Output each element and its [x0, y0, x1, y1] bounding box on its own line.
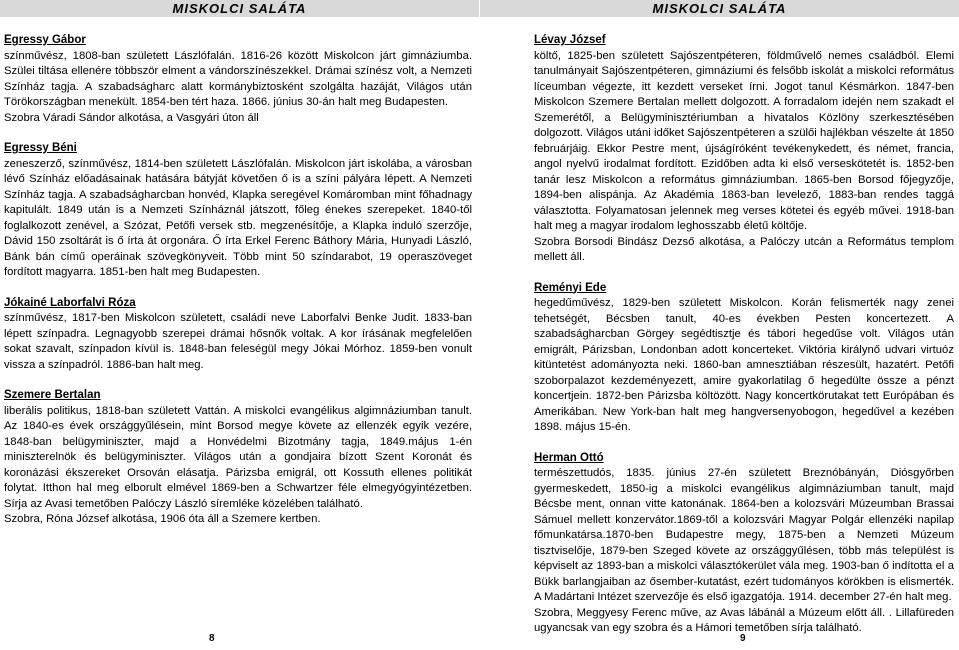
entry-title: Egressy Béni	[4, 142, 77, 154]
entry-text: költő, 1825-ben született Sajószentpéteren, földművelő nemes családból. Elemi tanulmányait Sajószentpéteren, gimnáziumi és felsőbb iskolát a miskolci református líceumban végezte, itt kezdett verseket írni. Jogot tanul Késmárkon. 1847-ben Miskolcon Szemere Bertalan mellett dolgozott. A forradalom idején nem szakadt el Szemerétől, a Belügyminisztériumban a hivatalos Közlöny szerkesztésében dolgozott. Világos utáni időket Sajószentpéteren a szülői hajlékban vészelte át 1850 februárjáig. Ekkor Pestre ment, újságíróként tevékenykedett, és német, francia, angol nyelvű irodalmat fordított. Ezidőben adta ki első verseskötetét is. 1852-ben tanár lesz Miskolcon a református gimnáziumban. 1865-ben Borsod főjegyzője, 1894-ben alispánja. Az Akadémia 1863-ban levelező, 1883-ban rendes taggá választotta. Folyamatosan jelennek meg verses kötetei és egyéb művei. 1918-ban halt meg a magyar irodalom leghosszabb életű költője.	[534, 49, 954, 232]
right-column	[534, 33, 954, 637]
entry-text: zeneszerző, színművész, 1814-ben született Lászlófalán. Miskolcon járt iskolába, a városban lévő Színház előadásainak hatására bátyját követően ő is a színi pályára lépett. A Nemzeti Színház tagja. A szabadságharcban honvéd, Klapka seregével Komáromban mint főhadnagy kapitulált. 1849 után is a Nemzeti Színháznál játszott, főleg énekes szerepeket. 1840-től foglalkozott zenével, a Szózat, Petőfi versek stb. megzenésítője, a Klapka induló szerzője, Dávid 150 zsoltárát is ő írta át orgonára. Ő írta Erkel Ferenc Báthory Mária, Hunyadi László, Bánk bán című operáinak szövegkönyveit. Több mint 50 színdarabot, 19 operaszöveget fordított magyarra. 1851-ben halt meg Budapesten.	[4, 157, 472, 278]
entry-egressy-gabor	[4, 33, 472, 126]
entry-levay-jozsef	[534, 33, 954, 266]
entry-text: Szobra, Meggyesy Ferenc műve, az Avas lábánál a Múzeum előtt áll. . Lillafüreden ugyancsak van egy szobra és a Hámori temetőben sírja található.	[534, 606, 954, 634]
entry-title: Jókainé Laborfalvi Róza	[4, 296, 136, 309]
entry-text: színművész, 1808-ban született Lászlófalán. 1816-26 között Miskolcon járt gimnáziumba. Szülei tiltása ellenére többször elment a vándorszínészekkel. Drámai színész volt, a Nemzeti Színház tagja. A szabadságharc alatt kormánybiztosként szolgálta hazáját, Világos után Törökországban menekült. 1854-ben tért haza. 1866. június 30-án halt meg Budapesten.	[4, 49, 472, 108]
left-column	[4, 33, 472, 528]
page-number: 9	[740, 633, 746, 644]
entry-text: Szobra Borsodi Bindász Dezső alkotása, a Palóczy utcán a Református templom mellett áll.	[534, 235, 954, 263]
entry-text: Szobra Váradi Sándor alkotása, a Vasgyári úton áll	[4, 111, 259, 124]
entry-szemere-bertalan	[4, 388, 472, 528]
page-header: MISKOLCI SALÁTA	[0, 0, 479, 17]
entry-jokaine-laborfalvi-roza	[4, 296, 472, 374]
page-header: MISKOLCI SALÁTA	[480, 0, 959, 17]
entry-text: színművész, 1817-ben Miskolcon született, családi neve Laborfalvi Benke Judit. 1833-ban lépett színpadra. Legnagyobb szerepei drámai hősnők voltak. A kor írásának megfelelően sokat szavalt, színpadon kívül is. 1848-ban feleségül megy Jókai Mórhoz. 1859-ben vonult vissza a színpadról. 1886-ban halt meg.	[4, 312, 472, 371]
left-page	[0, 0, 479, 650]
entry-egressy-beni	[4, 141, 472, 281]
entry-title: Reményi Ede	[534, 281, 607, 294]
entry-title: Lévay József	[534, 34, 606, 46]
entry-title: Egressy Gábor	[4, 34, 86, 46]
entry-text: természettudós, 1835. június 27-én született Breznóbányán, Diósgyőrben gyermeskedett, 1850-ig a miskolci evangélikus algimnáziumban tanult, majd Bécsbe ment, onnan vitte katonának. 1864-ben a kolozsvári Múzeumban Brassai Sámuel mellett konzervátor.1869-től a kolozsvári Magyar Polgár ellenzéki napilap főmunkatársa.1870-ben Budapestre megy, 1875-ben a Nemzeti Múzeum tisztviselője, 1879-ben Szeged követe az országgyűlésen, több más települést is képviselt az 1893-ban a miskolci választókerület vála meg. 1903-ban ő indította el a Bükk barlangjaiban az ősember-kutatást, ezért tudományos körökben is elismerték. A Madártani Intézet szervezője és első igazgatója. 1914. december 27-én halt meg.	[534, 467, 954, 603]
page-number: 8	[209, 633, 215, 644]
entry-text: liberális politikus, 1818-ban született Vattán. A miskolci evangélikus algimnáziumban tanult. Az 1840-es évek országgyűlésein, mint Borsod megye követe az ellenzék egyik vezére, 1848-ban belügyminiszter, majd a Honvédelmi Bizotmány tagja, 1849.május 1-én miniszterelnök és belügyminiszter. Világos után a gondjaira bízott Szent Koronát és koronázási ékszereket Orsován elásatja. Párizsba emigrál, ott Kossuth ellenes politikát folytat. Itthon hal meg elborult elmével 1869-ben a Schwartzer féle elmegyógyintézetben. Sírja az Avasi temetőben Palóczy László síremléke közelében található.	[4, 404, 472, 510]
entry-herman-otto	[534, 451, 954, 637]
entry-text: Szobra, Róna József alkotása, 1906 óta áll a Szemere kertben.	[4, 513, 321, 525]
entry-text: hegedűművész, 1829-ben született Miskolcon. Korán felismerték nagy zenei tehetségét, Bécsben tanult, 40-es években Pesten koncertezett. A szabadságharcban Görgey segédtisztje és tábori hegedűse volt. Világos után emigrált, Párizsban, Londonban adott koncerteket. Viktória királynő udvari virtuóz kitüntetést adományozta neki. 1860-ban amnesztiában részesült, hazatért. Petőfi szoborpalazot kezdeményezett, amire gyakorlatilag ő hegedülte össze a pénzt koncertjein. 1872-ben Párizsba költözött. Nagy koncertkörutakat tett Európában és Amerikában. New York-ban halt meg hangversenyobogon, hegedűvel a kezében 1898. május 15-én.	[534, 297, 954, 433]
entry-remenyi-ede	[534, 281, 954, 436]
entry-title: Szemere Bertalan	[4, 389, 101, 401]
right-page	[480, 0, 959, 650]
entry-title: Herman Ottó	[534, 451, 604, 464]
